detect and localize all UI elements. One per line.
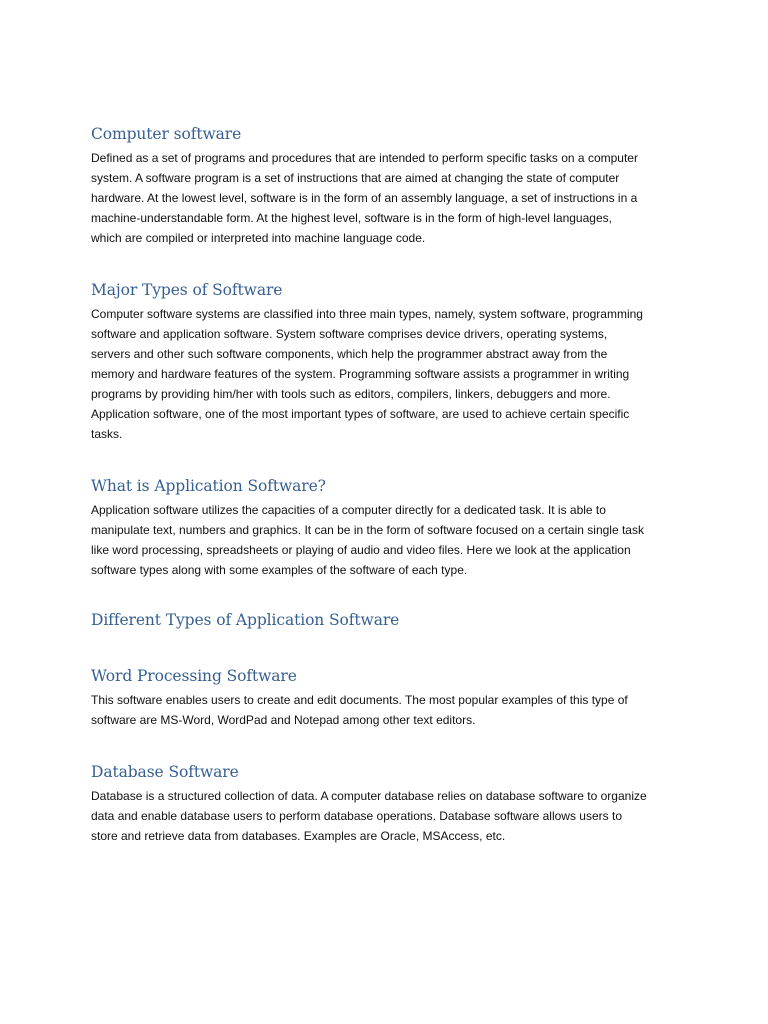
section-word-processing <box>91 662 628 730</box>
paragraph-line: which are compiled or interpreted into machine language code. <box>91 231 426 245</box>
section-major-types <box>91 276 643 444</box>
section-database-software <box>91 758 647 846</box>
paragraph-line: Database is a structured collection of data. A computer database relies on database software to organize <box>91 789 647 803</box>
paragraph-line: system. A software program is a set of instructions that are aimed at changing the state of computer <box>91 171 620 185</box>
section-heading: Major Types of Software <box>91 281 283 299</box>
section-what-is-application-software <box>91 472 644 580</box>
section-paragraph <box>91 304 643 444</box>
paragraph-line: data and enable database users to perform database operations. Database software allows users to <box>91 809 622 823</box>
paragraph-line: memory and hardware features of the system. Programming software assists a programmer in writing <box>91 367 630 381</box>
paragraph-line: programs by providing him/her with tools such as editors, compilers, linkers, debuggers and more. <box>91 387 611 401</box>
paragraph-line: hardware. At the lowest level, software is in the form of an assembly language, a set of instructions in a <box>91 191 638 205</box>
paragraph-line: Computer software systems are classified into three main types, namely, system software, programming <box>91 307 643 321</box>
paragraph-line: servers and other such software components, which help the programmer abstract away from the <box>91 347 608 361</box>
paragraph-line: Application software, one of the most important types of software, are used to achieve certain specific <box>91 407 630 421</box>
section-heading: Database Software <box>91 763 239 781</box>
paragraph-line: tasks. <box>91 427 123 441</box>
paragraph-line: machine-understandable form. At the highest level, software is in the form of high-level languages, <box>91 211 612 225</box>
section-heading: Computer software <box>91 125 242 143</box>
section-paragraph <box>91 690 628 730</box>
section-paragraph <box>91 148 638 248</box>
section-heading: Word Processing Software <box>91 667 297 685</box>
paragraph-line: software and application software. System software comprises device drivers, operating systems, <box>91 327 608 341</box>
paragraph-line: like word processing, spreadsheets or playing of audio and video files. Here we look at the application <box>91 543 631 557</box>
section-paragraph <box>91 500 644 580</box>
section-paragraph <box>91 786 647 846</box>
paragraph-line: software are MS-Word, WordPad and Notepad among other text editors. <box>91 713 476 727</box>
paragraph-line: software types along with some examples of the software of each type. <box>91 563 468 577</box>
paragraph-line: manipulate text, numbers and graphics. It can be in the form of software focused on a certain single task <box>91 523 644 537</box>
section-heading: Different Types of Application Software <box>91 611 400 629</box>
paragraph-line: Defined as a set of programs and procedures that are intended to perform specific tasks on a computer <box>91 151 638 165</box>
section-heading: What is Application Software? <box>91 477 326 495</box>
paragraph-line: store and retrieve data from databases. Examples are Oracle, MSAccess, etc. <box>91 829 506 843</box>
paragraph-line: This software enables users to create and edit documents. The most popular examples of this type of <box>91 693 628 707</box>
paragraph-line: Application software utilizes the capacities of a computer directly for a dedicated task. It is able to <box>91 503 606 517</box>
section-computer-software <box>91 120 638 248</box>
section-different-types <box>91 606 399 634</box>
